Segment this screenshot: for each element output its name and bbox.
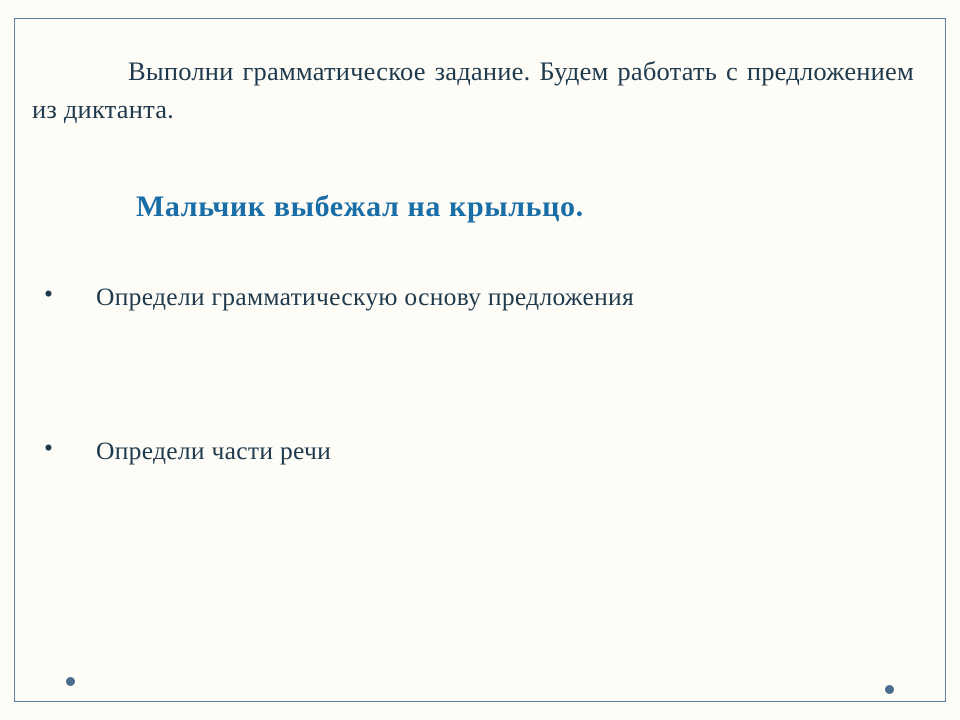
example-sentence: Мальчик выбежал на крыльцо. [136,190,584,224]
list-item-label: Определи грамматическую основу предложения [96,282,635,312]
list-item-label: Определи части речи [96,436,332,466]
list-item [32,279,914,312]
task-list [32,279,914,466]
decorative-dot-left [66,677,75,686]
bullet-icon: • [44,279,54,309]
instruction-paragraph: Выполни грамматическое задание. Будем работать с предложением из диктанта. [32,56,914,125]
decorative-dot-right [885,685,894,694]
list-item [32,433,914,466]
slide-content [18,22,942,698]
bullet-icon: • [44,433,54,463]
